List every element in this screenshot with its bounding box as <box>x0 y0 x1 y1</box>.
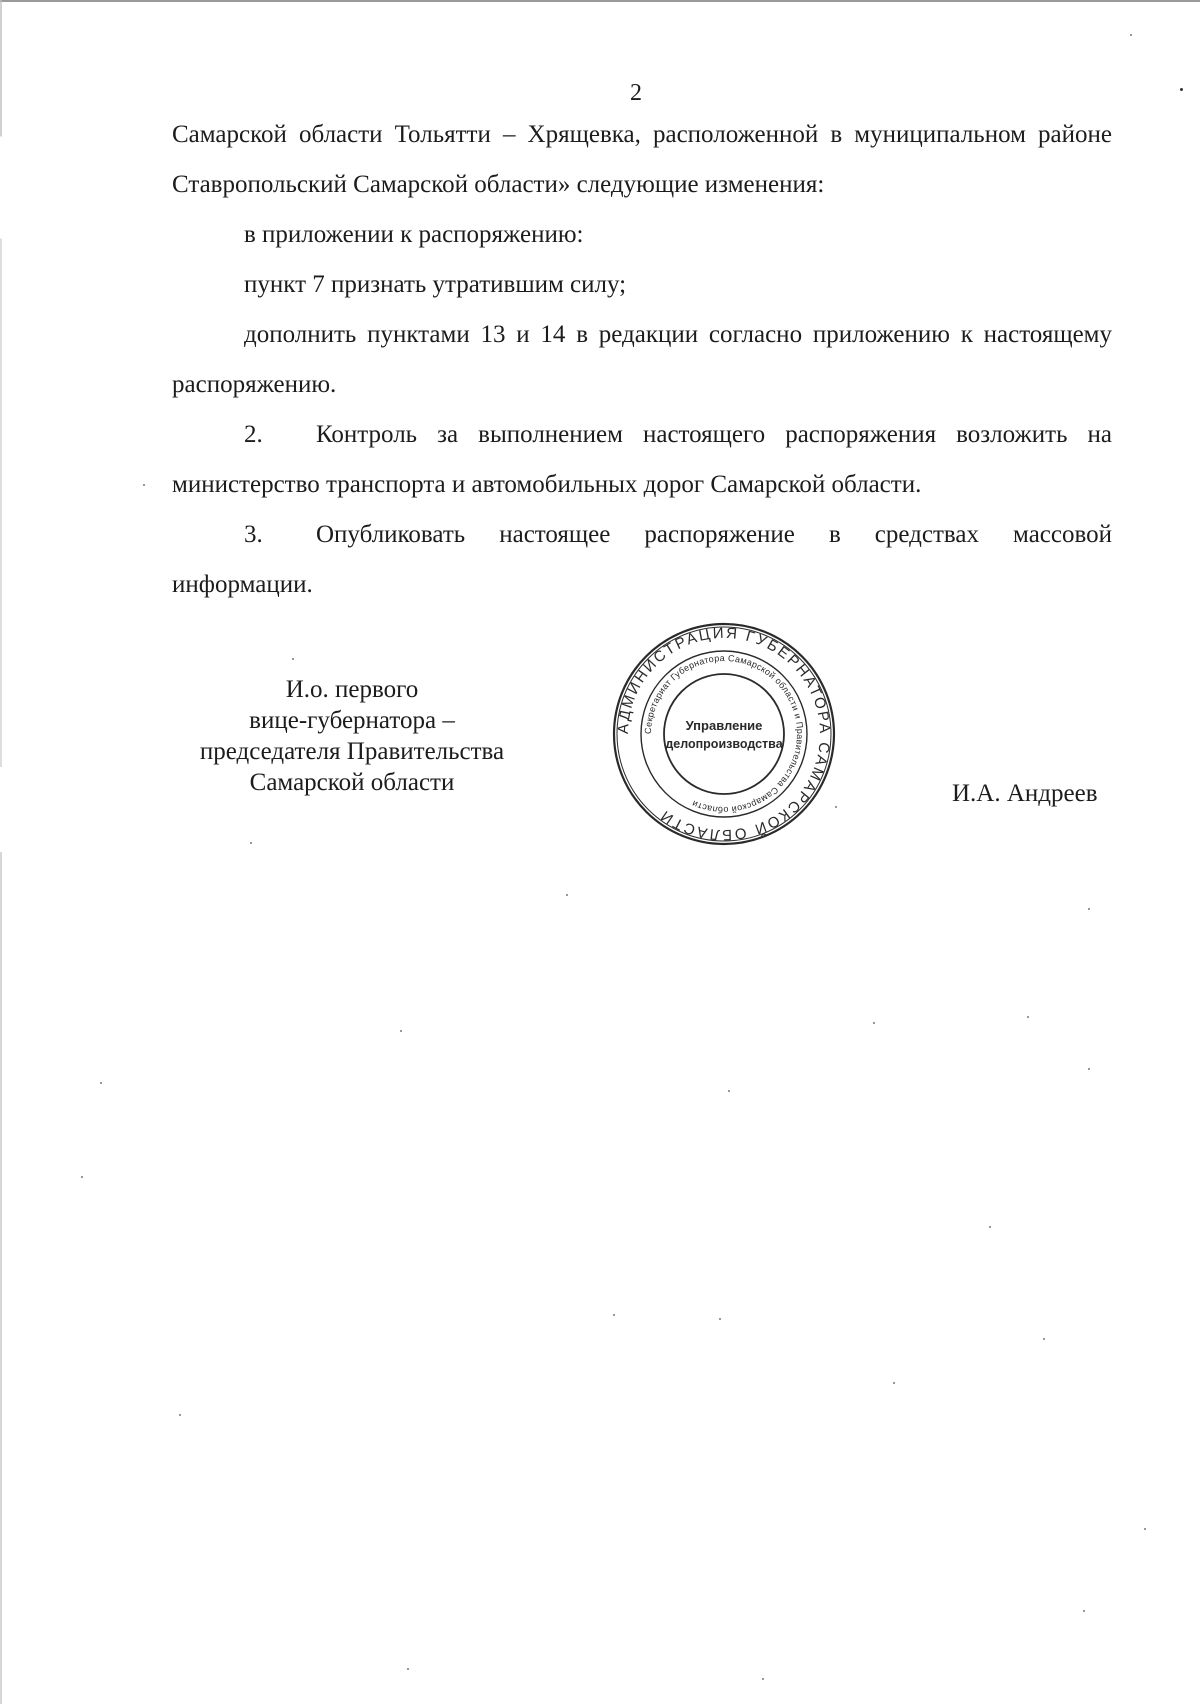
signer-name: И.А. Андреев <box>952 780 1098 807</box>
scan-speck <box>566 894 568 896</box>
scan-speck <box>1083 1610 1085 1612</box>
official-round-stamp <box>610 620 838 848</box>
scan-speck <box>1144 1528 1146 1530</box>
stamp-middle-text: Секретариат Губернатора Самарской области и Правительства Самарской области <box>642 652 806 816</box>
paragraph-continuation: Самарской области Тольятти – Хрящевка, расположенной в муниципальном районе Ставропольский Самарской области» следующие изменения: <box>172 121 1112 198</box>
stamp-outer-text: АДМИНИСТРАЦИЯ ГУБЕРНАТОРА САМАРСКОЙ ОБЛАСТИ <box>614 624 834 844</box>
scan-speck <box>179 1414 181 1416</box>
scan-speck <box>989 1226 991 1228</box>
scan-speck <box>81 1176 83 1178</box>
paragraph-control-text: Контроль за выполнением настоящего распоряжения возложить на министерство транспорта и автомобильных дорог Самарской области. <box>172 421 1112 498</box>
paragraph-publish <box>172 510 1112 610</box>
paragraph-appendix-intro: в приложении к распоряжению: <box>244 221 584 248</box>
paragraph-points-13-14: дополнить пунктами 13 и 14 в редакции согласно приложению к настоящему распоряжению. <box>172 321 1112 398</box>
scan-speck <box>762 1678 764 1680</box>
scan-speck <box>873 1022 875 1024</box>
scan-left-edge <box>0 0 2 1704</box>
scan-speck <box>1043 1338 1045 1340</box>
scan-speck <box>1130 34 1132 36</box>
signature-title-line-1: И.о. первого <box>285 676 419 703</box>
body-text <box>172 110 1112 610</box>
paragraph-publish-text: Опубликовать настоящее распоряжение в средствах массовой информации. <box>172 521 1112 598</box>
scan-speck <box>100 1082 102 1084</box>
paragraph-control-number: 2. <box>244 421 263 448</box>
scan-speck <box>292 658 294 660</box>
scan-speck <box>728 1090 730 1092</box>
scan-speck <box>1088 1068 1090 1070</box>
signature-title-line-2: вице-губернатора – <box>249 707 455 734</box>
scan-speck <box>1027 1016 1029 1018</box>
signature-title-block <box>172 674 532 798</box>
scan-speck <box>400 1030 402 1032</box>
scan-speck <box>719 1318 721 1320</box>
scan-speck <box>1180 88 1183 91</box>
paragraph-control <box>172 410 1112 510</box>
svg-text:Секретариат Губернатора Самарс <box>643 653 805 815</box>
scan-speck <box>835 806 837 808</box>
scan-speck <box>1088 908 1090 910</box>
scan-top-edge <box>0 0 1200 2</box>
paragraph-publish-number: 3. <box>244 521 263 548</box>
scan-speck <box>143 484 145 486</box>
stamp-center-line-2: делопроизводства <box>665 737 783 751</box>
stamp-center-line-1: Управление <box>685 718 763 733</box>
signature-title-line-4: Самарской области <box>249 769 455 796</box>
paragraph-point-7: пункт 7 признать утратившим силу; <box>244 271 627 298</box>
scan-speck <box>893 1382 895 1384</box>
scan-speck <box>407 1668 409 1670</box>
page-number: 2 <box>630 80 642 106</box>
signature-title-line-3: председателя Правительства <box>199 738 505 765</box>
scan-speck <box>250 842 252 844</box>
scan-speck <box>613 1314 615 1316</box>
